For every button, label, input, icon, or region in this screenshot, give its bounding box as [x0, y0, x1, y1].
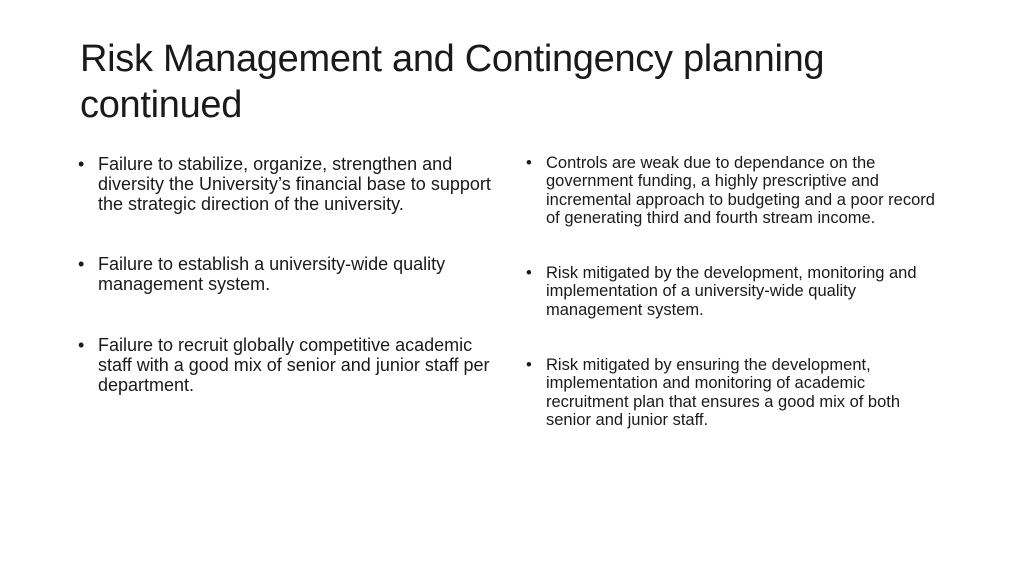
list-item: [78, 335, 508, 395]
risk-text: Failure to recruit globally competitive academic staff with a good mix of senior and junior staff per department.: [98, 335, 490, 395]
mitigation-text: Risk mitigated by ensuring the development, implementation and monitoring of academic recruitment plan that ensures a good mix of both senior and junior staff.: [546, 356, 901, 429]
list-item: [526, 264, 946, 319]
risk-list: [78, 154, 508, 395]
list-item: [78, 254, 508, 294]
bullet-icon: •: [78, 154, 85, 174]
slide-title: Risk Management and Contingency planning continued: [80, 38, 825, 126]
bullet-icon: •: [78, 254, 85, 274]
left-column: [78, 154, 508, 435]
mitigation-text: Risk mitigated by the development, monitoring and implementation of a university-wide quality management system.: [546, 264, 917, 319]
mitigation-list: [526, 154, 946, 429]
risk-text: Failure to stabilize, organize, strengthen and diversity the University’s financial base to support the strategic direction of the university.: [98, 154, 491, 214]
right-column: [526, 154, 946, 466]
mitigation-text: Controls are weak due to dependance on the government funding, a highly prescriptive and incremental approach to budgeting and a poor record of generating third and fourth stream income.: [546, 154, 935, 227]
bullet-icon: •: [526, 356, 532, 375]
bullet-icon: •: [78, 335, 85, 355]
list-item: [526, 356, 946, 429]
risk-text: Failure to establish a university-wide quality management system.: [98, 254, 446, 294]
bullet-icon: •: [526, 264, 532, 283]
bullet-icon: •: [526, 154, 532, 172]
list-item: [78, 154, 508, 214]
list-item: [526, 154, 946, 227]
